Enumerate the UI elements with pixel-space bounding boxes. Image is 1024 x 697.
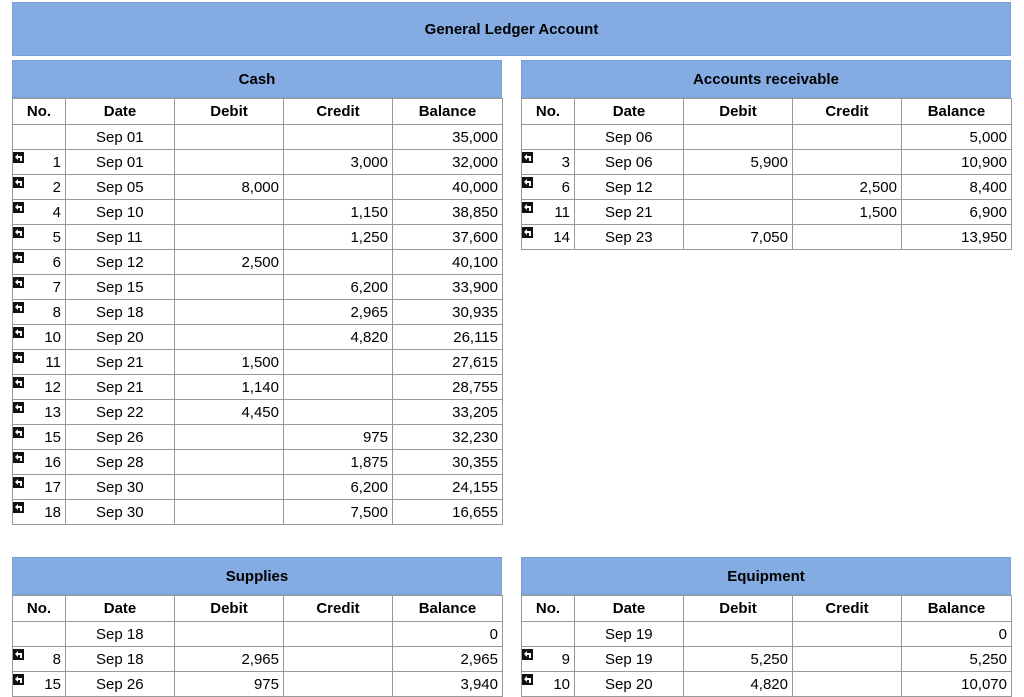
entry-balance: 5,000	[902, 125, 1012, 150]
entry-number-value: 16	[44, 453, 61, 471]
table-row	[13, 325, 503, 350]
entry-number-value: 11	[45, 353, 61, 371]
entry-balance: 2,965	[393, 647, 503, 672]
undo-arrow-icon[interactable]	[522, 227, 533, 238]
entry-balance: 3,940	[393, 672, 503, 697]
entry-balance: 16,655	[393, 500, 503, 525]
entry-balance: 35,000	[393, 125, 503, 150]
entry-number-value: 8	[52, 303, 61, 321]
entry-date: Sep 21	[66, 375, 175, 400]
table-row	[13, 200, 503, 225]
entry-debit	[684, 125, 793, 150]
entry-balance: 24,155	[393, 475, 503, 500]
entry-date: Sep 30	[66, 475, 175, 500]
entry-number	[13, 200, 66, 225]
undo-arrow-icon[interactable]	[13, 177, 24, 188]
table-row	[522, 125, 1012, 150]
entry-credit	[793, 125, 902, 150]
entry-date: Sep 26	[66, 672, 175, 697]
entry-number-value: 9	[561, 650, 570, 668]
ledger-title: Supplies	[12, 557, 502, 595]
undo-arrow-icon[interactable]	[13, 377, 24, 388]
entry-number	[522, 225, 575, 250]
entry-credit: 3,000	[284, 150, 393, 175]
entry-credit	[284, 175, 393, 200]
table-row	[13, 150, 503, 175]
date-header: Date	[66, 99, 175, 125]
entry-number	[13, 400, 66, 425]
entry-number	[522, 175, 575, 200]
undo-arrow-icon[interactable]	[13, 352, 24, 363]
undo-arrow-icon[interactable]	[13, 227, 24, 238]
entry-date: Sep 05	[66, 175, 175, 200]
ledger-table	[521, 595, 1012, 697]
entry-debit	[175, 300, 284, 325]
table-row	[13, 350, 503, 375]
undo-arrow-icon[interactable]	[522, 177, 533, 188]
entry-number	[13, 500, 66, 525]
entry-debit	[175, 150, 284, 175]
table-row	[13, 175, 503, 200]
entry-number	[522, 150, 575, 175]
entry-number-value: 3	[561, 153, 570, 171]
entry-debit: 2,500	[175, 250, 284, 275]
entry-date: Sep 20	[575, 672, 684, 697]
ledger-supplies	[12, 557, 502, 697]
undo-arrow-icon[interactable]	[522, 674, 533, 685]
entry-date: Sep 21	[66, 350, 175, 375]
debit-header: Debit	[175, 99, 284, 125]
entry-number	[13, 175, 66, 200]
credit-header: Credit	[284, 99, 393, 125]
entry-number	[13, 425, 66, 450]
entry-number-value: 1	[52, 153, 61, 171]
entry-number	[13, 622, 66, 647]
entry-debit: 1,140	[175, 375, 284, 400]
ledger-title: Equipment	[521, 557, 1011, 595]
entry-credit	[284, 350, 393, 375]
no-header: No.	[522, 99, 575, 125]
entry-number	[13, 350, 66, 375]
table-row	[13, 647, 503, 672]
undo-arrow-icon[interactable]	[13, 302, 24, 313]
balance-header: Balance	[393, 596, 503, 622]
entry-balance: 8,400	[902, 175, 1012, 200]
entry-number	[13, 250, 66, 275]
entry-date: Sep 12	[66, 250, 175, 275]
entry-number	[13, 125, 66, 150]
entry-debit	[175, 425, 284, 450]
entry-debit: 7,050	[684, 225, 793, 250]
entry-date: Sep 06	[575, 150, 684, 175]
debit-header: Debit	[684, 596, 793, 622]
ledger-title: Accounts receivable	[521, 60, 1011, 98]
undo-arrow-icon[interactable]	[13, 327, 24, 338]
entry-date: Sep 23	[575, 225, 684, 250]
table-row	[13, 425, 503, 450]
table-row	[13, 275, 503, 300]
entry-number	[13, 475, 66, 500]
ledger-title: Cash	[12, 60, 502, 98]
entry-date: Sep 10	[66, 200, 175, 225]
entry-credit: 1,500	[793, 200, 902, 225]
ledger-cash	[12, 60, 502, 525]
entry-date: Sep 21	[575, 200, 684, 225]
date-header: Date	[575, 99, 684, 125]
entry-date: Sep 26	[66, 425, 175, 450]
entry-credit	[793, 150, 902, 175]
undo-arrow-icon[interactable]	[13, 674, 24, 685]
general-ledger-title: General Ledger Account	[12, 2, 1011, 56]
entry-debit	[175, 325, 284, 350]
balance-header: Balance	[393, 99, 503, 125]
entry-debit: 4,450	[175, 400, 284, 425]
entry-date: Sep 28	[66, 450, 175, 475]
entry-balance: 5,250	[902, 647, 1012, 672]
balance-header: Balance	[902, 99, 1012, 125]
undo-arrow-icon[interactable]	[13, 452, 24, 463]
entry-debit	[175, 125, 284, 150]
no-header: No.	[13, 99, 66, 125]
entry-date: Sep 18	[66, 300, 175, 325]
entry-credit: 6,200	[284, 475, 393, 500]
entry-balance: 13,950	[902, 225, 1012, 250]
credit-header: Credit	[793, 99, 902, 125]
entry-credit	[284, 250, 393, 275]
undo-arrow-icon[interactable]	[13, 152, 24, 163]
entry-credit	[284, 125, 393, 150]
entry-debit	[684, 175, 793, 200]
undo-arrow-icon[interactable]	[13, 402, 24, 413]
entry-debit	[175, 622, 284, 647]
entry-credit	[284, 647, 393, 672]
entry-number-value: 4	[52, 203, 61, 221]
entry-number-value: 14	[553, 228, 570, 246]
entry-number	[13, 325, 66, 350]
entry-debit: 975	[175, 672, 284, 697]
entry-date: Sep 30	[66, 500, 175, 525]
table-row	[522, 200, 1012, 225]
entry-debit	[684, 622, 793, 647]
entry-credit	[284, 622, 393, 647]
entry-number	[13, 150, 66, 175]
table-row	[13, 475, 503, 500]
entry-debit	[175, 475, 284, 500]
entry-number-value: 17	[44, 478, 61, 496]
entry-debit	[175, 275, 284, 300]
debit-header: Debit	[684, 99, 793, 125]
entry-balance: 26,115	[393, 325, 503, 350]
entry-number	[13, 225, 66, 250]
entry-date: Sep 20	[66, 325, 175, 350]
entry-balance: 32,000	[393, 150, 503, 175]
undo-arrow-icon[interactable]	[13, 277, 24, 288]
undo-arrow-icon[interactable]	[522, 202, 533, 213]
table-row	[522, 647, 1012, 672]
undo-arrow-icon[interactable]	[522, 649, 533, 660]
entry-number	[522, 622, 575, 647]
entry-number-value: 6	[561, 178, 570, 196]
entry-balance: 37,600	[393, 225, 503, 250]
entry-number-value: 11	[554, 203, 570, 221]
no-header: No.	[13, 596, 66, 622]
entry-balance: 32,230	[393, 425, 503, 450]
credit-header: Credit	[284, 596, 393, 622]
table-row	[13, 375, 503, 400]
undo-arrow-icon[interactable]	[13, 477, 24, 488]
table-row	[522, 225, 1012, 250]
entry-number	[13, 275, 66, 300]
ledger-accounts-receivable	[521, 60, 1011, 250]
entry-balance: 33,900	[393, 275, 503, 300]
entry-date: Sep 18	[66, 622, 175, 647]
entry-number-value: 18	[44, 503, 61, 521]
entry-debit	[175, 225, 284, 250]
entry-number-value: 15	[44, 428, 61, 446]
undo-arrow-icon[interactable]	[13, 202, 24, 213]
table-row	[13, 125, 503, 150]
entry-date: Sep 15	[66, 275, 175, 300]
table-row	[522, 150, 1012, 175]
entry-debit: 4,820	[684, 672, 793, 697]
entry-balance: 28,755	[393, 375, 503, 400]
entry-balance: 0	[902, 622, 1012, 647]
entry-number-value: 5	[52, 228, 61, 246]
entry-date: Sep 01	[66, 150, 175, 175]
entry-balance: 30,355	[393, 450, 503, 475]
entry-debit: 5,900	[684, 150, 793, 175]
entry-credit: 2,965	[284, 300, 393, 325]
entry-debit: 5,250	[684, 647, 793, 672]
entry-number-value: 6	[52, 253, 61, 271]
entry-number-value: 15	[44, 675, 61, 693]
entry-debit	[684, 200, 793, 225]
table-row	[522, 175, 1012, 200]
entry-number	[522, 647, 575, 672]
entry-number-value: 8	[52, 650, 61, 668]
entry-credit: 7,500	[284, 500, 393, 525]
entry-number	[522, 200, 575, 225]
entry-debit: 1,500	[175, 350, 284, 375]
table-row	[13, 300, 503, 325]
date-header: Date	[66, 596, 175, 622]
table-row	[13, 500, 503, 525]
entry-credit: 1,250	[284, 225, 393, 250]
entry-balance: 40,100	[393, 250, 503, 275]
entry-debit: 2,965	[175, 647, 284, 672]
ledger-table	[12, 595, 503, 697]
table-row	[13, 250, 503, 275]
entry-debit	[175, 200, 284, 225]
entry-number-value: 10	[553, 675, 570, 693]
table-row	[13, 622, 503, 647]
entry-number-value: 10	[44, 328, 61, 346]
entry-number	[522, 125, 575, 150]
ledger-equipment	[521, 557, 1011, 697]
entry-date: Sep 12	[575, 175, 684, 200]
entry-number	[13, 375, 66, 400]
table-row	[13, 225, 503, 250]
undo-arrow-icon[interactable]	[13, 502, 24, 513]
entry-number	[13, 647, 66, 672]
entry-credit	[284, 375, 393, 400]
undo-arrow-icon[interactable]	[13, 252, 24, 263]
entry-credit: 1,875	[284, 450, 393, 475]
date-header: Date	[575, 596, 684, 622]
entry-balance: 40,000	[393, 175, 503, 200]
entry-balance: 30,935	[393, 300, 503, 325]
entry-balance: 33,205	[393, 400, 503, 425]
entry-number	[13, 450, 66, 475]
ledger-table	[12, 98, 503, 525]
entry-credit: 975	[284, 425, 393, 450]
undo-arrow-icon[interactable]	[522, 152, 533, 163]
entry-balance: 10,070	[902, 672, 1012, 697]
entry-date: Sep 11	[66, 225, 175, 250]
entry-date: Sep 19	[575, 622, 684, 647]
entry-date: Sep 19	[575, 647, 684, 672]
entry-debit	[175, 450, 284, 475]
table-row	[13, 400, 503, 425]
undo-arrow-icon[interactable]	[13, 427, 24, 438]
entry-credit: 6,200	[284, 275, 393, 300]
balance-header: Balance	[902, 596, 1012, 622]
entry-balance: 10,900	[902, 150, 1012, 175]
entry-number-value: 13	[44, 403, 61, 421]
entry-credit: 2,500	[793, 175, 902, 200]
entry-credit: 4,820	[284, 325, 393, 350]
entry-credit	[284, 400, 393, 425]
entry-debit: 8,000	[175, 175, 284, 200]
entry-number	[13, 300, 66, 325]
entry-number-value: 7	[52, 278, 61, 296]
entry-balance: 6,900	[902, 200, 1012, 225]
ledger-table	[521, 98, 1012, 250]
undo-arrow-icon[interactable]	[13, 649, 24, 660]
entry-date: Sep 22	[66, 400, 175, 425]
entry-number-value: 12	[44, 378, 61, 396]
entry-credit	[793, 622, 902, 647]
entry-balance: 38,850	[393, 200, 503, 225]
entry-date: Sep 01	[66, 125, 175, 150]
entry-credit	[793, 225, 902, 250]
entry-number-value: 2	[52, 178, 61, 196]
entry-credit	[793, 647, 902, 672]
entry-credit: 1,150	[284, 200, 393, 225]
table-row	[13, 450, 503, 475]
entry-balance: 0	[393, 622, 503, 647]
entry-date: Sep 06	[575, 125, 684, 150]
table-row	[522, 622, 1012, 647]
entry-balance: 27,615	[393, 350, 503, 375]
entry-debit	[175, 500, 284, 525]
no-header: No.	[522, 596, 575, 622]
debit-header: Debit	[175, 596, 284, 622]
credit-header: Credit	[793, 596, 902, 622]
entry-date: Sep 18	[66, 647, 175, 672]
